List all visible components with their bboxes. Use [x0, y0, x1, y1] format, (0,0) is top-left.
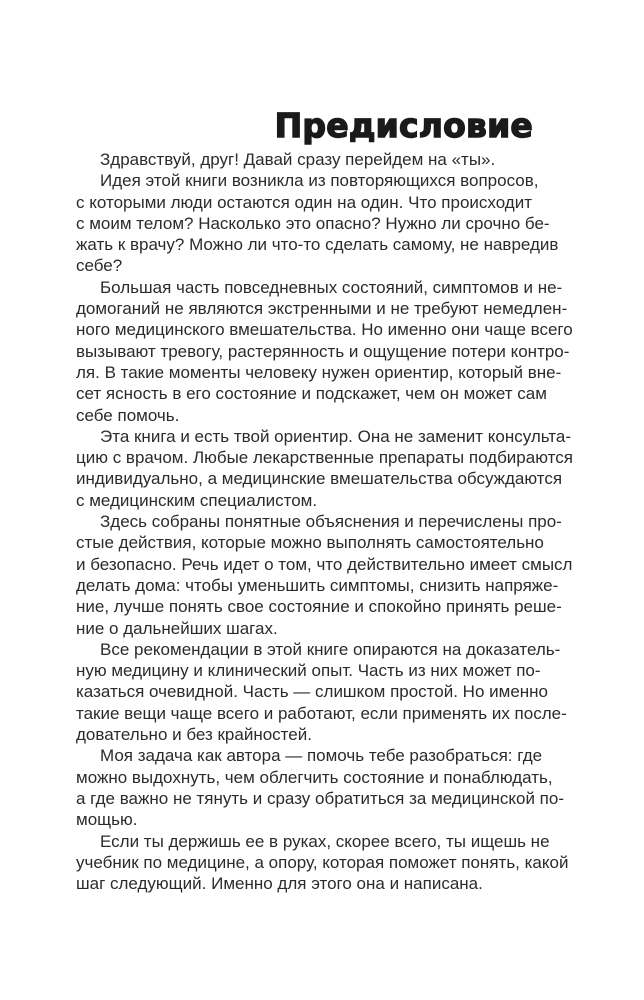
text-line: себе помочь. [76, 405, 180, 425]
text-line: учебник по медицине, а опору, которая поможет понять, какой [76, 852, 569, 872]
text-line: Все рекомендации в этой книге опираются на доказатель- [100, 639, 561, 659]
text-line: Эта книга и есть твой ориентир. Она не заменит консульта- [100, 426, 571, 446]
paragraph [76, 170, 559, 276]
text-line: с моим телом? Насколько это опасно? Нужно ли срочно бе- [76, 213, 550, 233]
text-line: жать к врачу? Можно ли что-то сделать самому, не навредив [76, 235, 559, 255]
text-line: себе? [76, 256, 123, 276]
text-line: Моя задача как автора — помочь тебе разобраться: где [100, 746, 543, 766]
text-line: цию с врачом. Любые лекарственные препараты подбираются [76, 448, 573, 468]
text-line: ную медицину и клинический опыт. Часть из них может по- [76, 661, 541, 681]
paragraph [76, 639, 567, 745]
text-line: мощью. [76, 810, 138, 830]
text-line: индивидуально, а медицинские вмешательства обсуждаются [76, 469, 563, 489]
paragraph [76, 426, 573, 511]
paragraph [76, 149, 532, 170]
text-line: с медицинским специалистом. [76, 490, 318, 510]
text-line: стые действия, которые можно выполнять самостоятельно [76, 533, 544, 553]
text-line: ние, лучше понять свое состояние и спокойно принять реше- [76, 597, 562, 617]
chapter-body [76, 149, 573, 894]
text-line: Если ты держишь ее в руках, скорее всего, ты ищешь не [100, 831, 550, 851]
chapter-title: Предисловие [274, 106, 533, 145]
paragraph [76, 511, 573, 639]
text-line: ного медицинского вмешательства. Но именно они чаще всего [76, 320, 573, 340]
text-line: казаться очевидной. Часть — слишком простой. Но именно [76, 682, 548, 702]
text-line: делать дома: чтобы уменьшить симптомы, снизить напряже- [76, 575, 559, 595]
text-line: домоганий не являются экстренными и не требуют немедлен- [76, 299, 568, 319]
text-line: Здравствуй, друг! Давай сразу перейдем на «ты». [100, 150, 496, 169]
paragraph [76, 745, 565, 830]
text-line: и безопасно. Речь идет о том, что действительно имеет смысл [76, 554, 573, 574]
text-line: такие вещи чаще всего и работают, если применять их после- [76, 703, 567, 723]
text-line: а где важно не тянуть и сразу обратиться за медицинской по- [76, 788, 565, 808]
paragraph [76, 277, 573, 426]
paragraph [76, 831, 569, 895]
text-line: сет ясность в его состояние и подскажет, чем он может сам [76, 384, 547, 404]
text-line: ля. В такие моменты человеку нужен ориентир, который вне- [76, 362, 562, 382]
text-line: шаг следующий. Именно для этого она и написана. [76, 874, 483, 894]
text-line: Идея этой книги возникла из повторяющихся вопросов, [100, 171, 539, 191]
text-line: вызывают тревогу, растерянность и ощущение потери контро- [76, 341, 570, 361]
text-line: довательно и без крайностей. [76, 725, 312, 745]
text-line: Здесь собраны понятные объяснения и перечислены про- [100, 512, 562, 532]
text-line: с которыми люди остаются один на один. Что происходит [76, 192, 532, 212]
text-line: можно выдохнуть, чем облегчить состояние и понаблюдать, [76, 767, 553, 787]
text-line: ние о дальнейших шагах. [76, 618, 278, 638]
text-line: Большая часть повседневных состояний, симптомов и не- [100, 277, 563, 297]
